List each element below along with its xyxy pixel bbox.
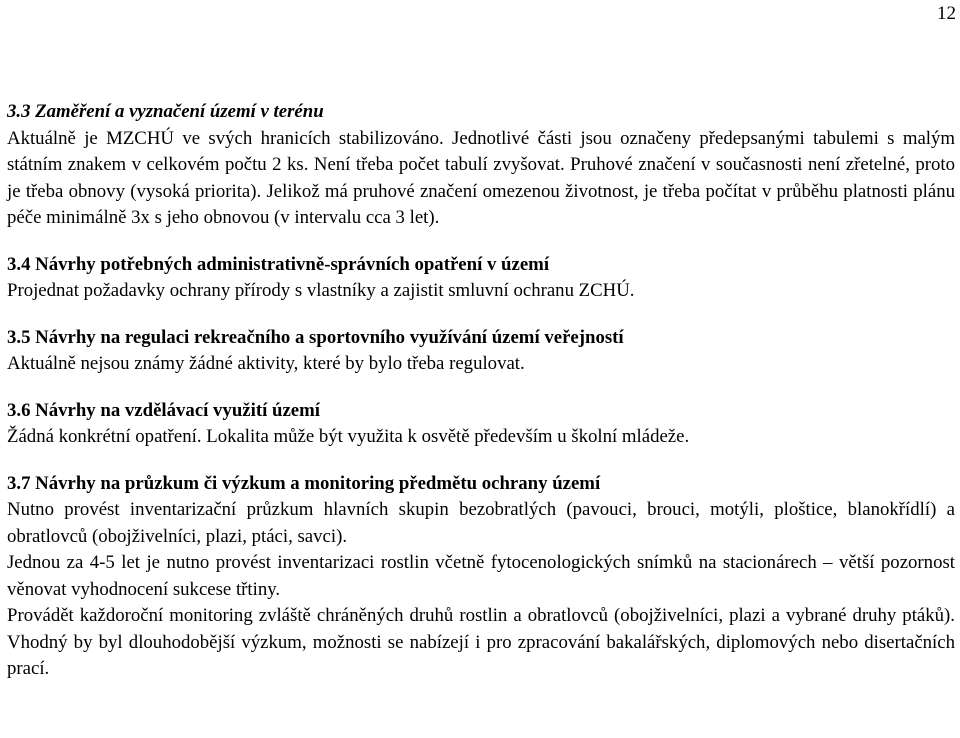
section-paragraph: Projednat požadavky ochrany přírody s vlastníky a zajistit smluvní ochranu ZCHÚ. bbox=[7, 280, 635, 301]
section-3-4 bbox=[7, 252, 955, 305]
section-paragraph: Jednou za 4-5 let je nutno provést inventarizaci rostlin včetně fytocenologických snímků na stacionárech – větší pozornost věnovat vyhodnocení sukcese třtiny. bbox=[7, 552, 955, 600]
section-paragraph: Nutno provést inventarizační průzkum hlavních skupin bezobratlých (pavouci, brouci, motýli, ploštice, blanokřídlí) a obratlovců (obojživelníci, plazi, ptáci, savci). bbox=[7, 499, 955, 547]
section-heading: 3.3 Zaměření a vyznačení území v terénu bbox=[7, 101, 324, 122]
section-3-7 bbox=[7, 471, 955, 683]
section-heading: 3.4 Návrhy potřebných administrativně-správních opatření v území bbox=[7, 253, 550, 275]
section-3-6 bbox=[7, 398, 955, 451]
section-paragraph: Žádná konkrétní opatření. Lokalita může být využita k osvětě především u školní mládeže. bbox=[7, 426, 690, 447]
section-3-5 bbox=[7, 325, 955, 378]
section-3-3 bbox=[7, 99, 955, 232]
section-paragraph: Aktuálně nejsou známy žádné aktivity, které by bylo třeba regulovat. bbox=[7, 353, 525, 374]
section-paragraph: Provádět každoroční monitoring zvláště chráněných druhů rostlin a obratlovců (obojživelníci, plazi a vybrané druhy ptáků). Vhodný by byl dlouhodobější výzkum, možnosti se nabízejí i pro zpracování bakalářských, diplomových nebo disertačních prací. bbox=[7, 605, 955, 679]
section-heading: 3.5 Návrhy na regulaci rekreačního a sportovního využívání území veřejností bbox=[7, 326, 624, 348]
page-number: 12 bbox=[937, 3, 956, 24]
section-heading: 3.7 Návrhy na průzkum či výzkum a monitoring předmětu ochrany území bbox=[7, 472, 601, 494]
section-paragraph: Aktuálně je MZCHÚ ve svých hranicích stabilizováno. Jednotlivé části jsou označeny předepsanými tabulemi s malým státním znakem v celkovém počtu 2 ks. Není třeba počet tabulí zvyšovat. Pruhové značení v současnosti není zřetelné, proto je třeba obnovy (vysoká priorita). Jelikož má pruhové značení omezenou životnost, je třeba počítat v průběhu platnosti plánu péče minimálně 3x s jeho obnovou (v intervalu cca 3 let). bbox=[7, 127, 955, 228]
document-body bbox=[7, 99, 955, 683]
section-heading: 3.6 Návrhy na vzdělávací využití území bbox=[7, 399, 320, 421]
